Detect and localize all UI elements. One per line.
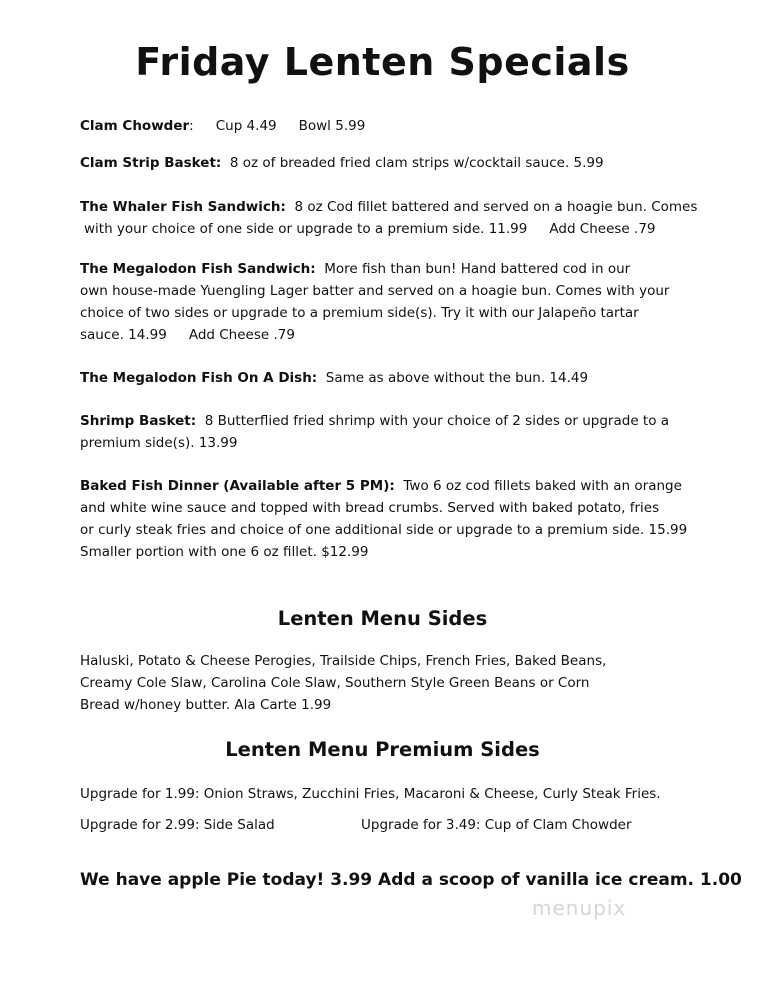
item-description-line: and white wine sauce and topped with bread crumbs. Served with baked potato, fries (80, 500, 660, 516)
menu-item-whaler-fish-sandwich (80, 196, 720, 240)
item-name: Baked Fish Dinner (Available after 5 PM): (80, 478, 395, 494)
menupix-watermark: menupix (532, 896, 627, 920)
item-cup-price: Cup 4.49 (215, 118, 277, 134)
item-bowl-price: Bowl 5.99 (298, 118, 366, 134)
item-description-line: own house-made Yuengling Lager batter and served on a hoagie bun. Comes with your (80, 283, 670, 299)
menu-item-clam-strip-basket (80, 152, 720, 174)
item-name: Shrimp Basket: (80, 413, 197, 429)
menu-item-shrimp-basket (80, 410, 720, 454)
page-title: Friday Lenten Specials (135, 40, 630, 84)
premium-sides-heading: Lenten Menu Premium Sides (225, 738, 540, 761)
sides-line: Creamy Cole Slaw, Carolina Cole Slaw, Southern Style Green Beans or Corn (80, 675, 590, 691)
apple-pie-special: We have apple Pie today! 3.99 Add a scoop of vanilla ice cream. 1.00 (80, 870, 742, 890)
item-description-line: or curly steak fries and choice of one additional side or upgrade to a premium side. 15.99 (80, 522, 688, 538)
menu-item-baked-fish-dinner (80, 475, 720, 563)
sides-line: Haluski, Potato & Cheese Perogies, Trailside Chips, French Fries, Baked Beans, (80, 653, 607, 669)
item-name: Clam Strip Basket: (80, 155, 222, 171)
premium-upgrade-2-99: Upgrade for 2.99: Side Salad (80, 817, 275, 833)
sides-heading: Lenten Menu Sides (277, 607, 488, 630)
premium-upgrade-1-99: Upgrade for 1.99: Onion Straws, Zucchini Fries, Macaroni & Cheese, Curly Steak Fries. (80, 786, 661, 802)
premium-upgrade-3-49: Upgrade for 3.49: Cup of Clam Chowder (361, 817, 632, 833)
item-name: The Whaler Fish Sandwich: (80, 199, 286, 215)
menu-item-clam-chowder: Clam Chowder: Cup 4.49 Bowl 5.99 (80, 118, 366, 134)
item-add-cheese: Add Cheese .79 (549, 221, 656, 237)
item-description-line: choice of two sides or upgrade to a premium side(s). Try it with our Jalapeño tartar (80, 305, 639, 321)
item-add-cheese: Add Cheese .79 (188, 327, 295, 343)
sides-list (80, 650, 720, 716)
menu-item-megalodon-on-a-dish (80, 367, 720, 389)
item-description-line: 8 Butterflied fried shrimp with your choice of 2 sides or upgrade to a (204, 413, 670, 429)
item-name: Clam Chowder (80, 118, 190, 134)
item-name: The Megalodon Fish Sandwich: (80, 261, 316, 277)
item-description-line: premium side(s). 13.99 (80, 435, 238, 451)
item-description-line: sauce. 14.99 (80, 327, 167, 343)
item-description-line: More fish than bun! Hand battered cod in our (324, 261, 631, 277)
menu-item-megalodon-fish-sandwich (80, 258, 720, 346)
item-description-line: Smaller portion with one 6 oz fillet. $12.99 (80, 544, 369, 560)
item-description: 8 oz of breaded fried clam strips w/cocktail sauce. 5.99 (229, 155, 604, 171)
item-description-line: 8 oz Cod fillet battered and served on a hoagie bun. Comes (294, 199, 698, 215)
sides-line: Bread w/honey butter. Ala Carte 1.99 (80, 697, 332, 713)
item-description-line: Two 6 oz cod fillets baked with an orange (403, 478, 682, 494)
item-name: The Megalodon Fish On A Dish: (80, 370, 318, 386)
item-description-line: with your choice of one side or upgrade to a premium side. 11.99 (84, 221, 528, 237)
item-description: Same as above without the bun. 14.49 (325, 370, 589, 386)
